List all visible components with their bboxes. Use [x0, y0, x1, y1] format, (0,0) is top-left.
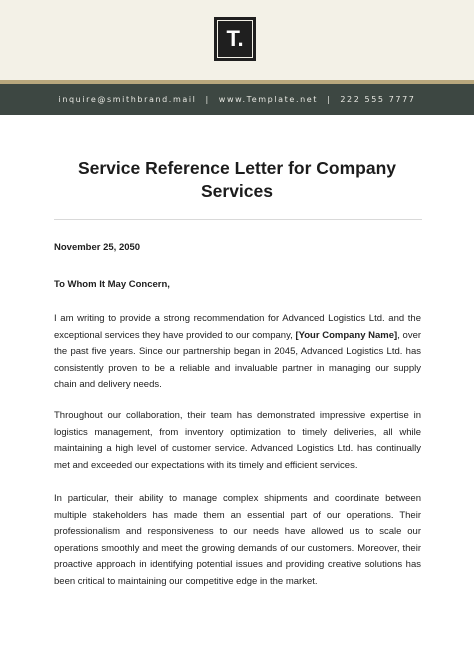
- brand-logo: [214, 17, 256, 61]
- contact-email[interactable]: inquire@smithbrand.mail: [58, 95, 197, 104]
- company-name-placeholder: [Your Company Name]: [295, 329, 398, 341]
- contact-separator: |: [327, 95, 332, 104]
- letter-date: November 25, 2050: [54, 242, 141, 253]
- title-divider: [54, 219, 422, 220]
- contact-website[interactable]: www.Template.net: [218, 95, 319, 104]
- logo-text: T.: [226, 26, 244, 51]
- body-paragraph-2: Throughout our collaboration, their team has demonstrated impressive expertise in logistics management, from inventory optimization to timely deliveries, all while maintaining a high level of customer service. Advanced Logistics Ltd. has continually met and exceeded our expectations with its timely and efficient services.: [54, 410, 421, 471]
- logo-frame: [217, 20, 253, 58]
- letter-salutation: To Whom It May Concern,: [54, 279, 170, 290]
- paragraph-text: , over the past five years. Since our partnership began in 2045, Advanced Logistics Ltd. has consistently proven to be a reliable and invaluable partner in managing our supply chain and delivery needs.: [54, 329, 422, 390]
- contact-bar: [0, 84, 474, 115]
- body-paragraph-3: In particular, their ability to manage complex shipments and coordinate between multiple stakeholders has made them an essential part of our operations. Their professionalism and responsiveness to our needs have allowed us to scale our operations smoothly and meet the growing demands of our customers. Moreover, their proactive approach in identifying potential issues and providing creative solutions has been critical to maintaining our competitive edge in the market.: [54, 493, 421, 587]
- contact-separator: |: [205, 95, 210, 104]
- letter-title: Service Reference Letter for Company Services: [77, 158, 397, 201]
- body-paragraph-1: [54, 311, 421, 394]
- paragraph-text: I am writing to provide a strong recommendation for Advanced Logistics Ltd. and the exceptional services they have provided to our company,: [54, 313, 421, 341]
- contact-phone: 222 555 7777: [340, 95, 416, 104]
